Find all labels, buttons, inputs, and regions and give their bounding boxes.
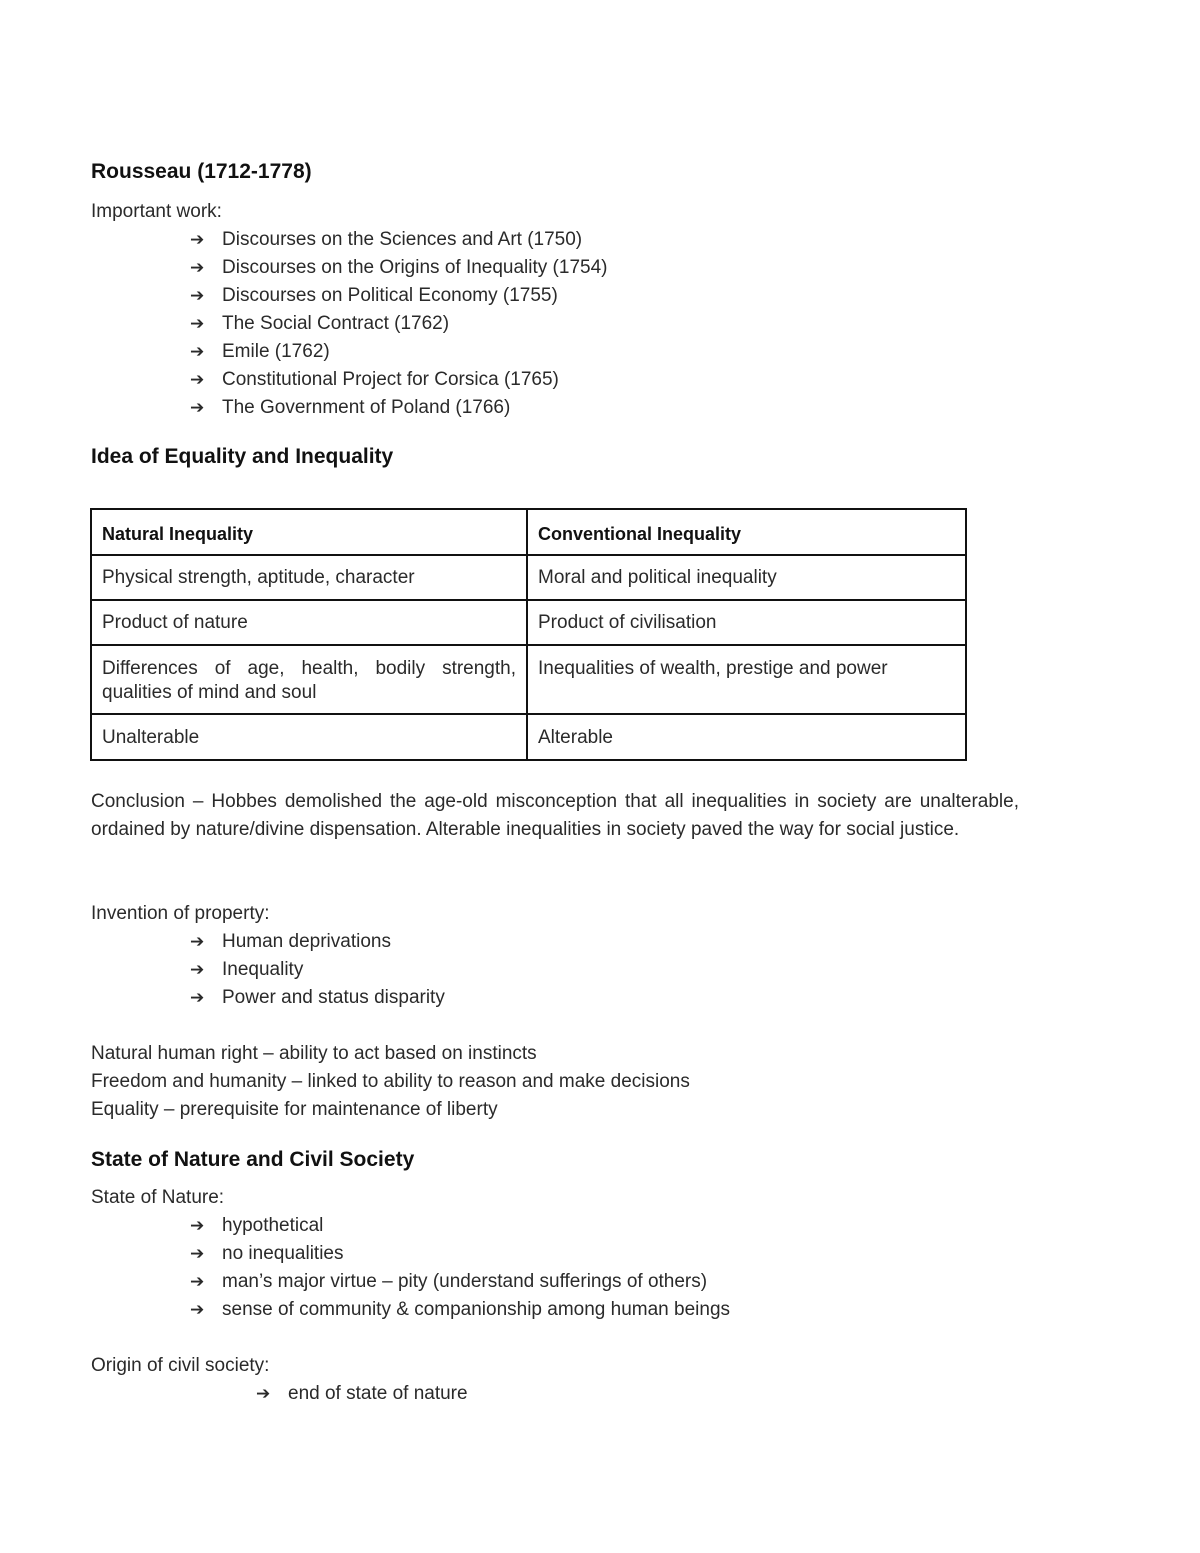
conclusion-paragraph: Conclusion – Hobbes demolished the age-old misconception that all inequalities in society are unalterable, ordained by nature/divine dispensation. Alterable inequalities in society paved the way for social justice.	[91, 791, 1019, 840]
state-of-nature-label: State of Nature:	[91, 1187, 225, 1208]
table-cell: Physical strength, aptitude, character	[91, 555, 527, 600]
arrow-bullet-icon: ➔	[190, 342, 205, 361]
list-item: ➔ Discourses on Political Economy (1755)	[190, 282, 558, 310]
table-cell: Product of civilisation	[527, 600, 966, 645]
list-item: ➔ hypothetical	[190, 1212, 323, 1240]
list-item: ➔ Discourses on the Sciences and Art (1750)	[190, 226, 582, 254]
table-row	[91, 600, 966, 645]
arrow-bullet-icon: ➔	[190, 1244, 205, 1263]
arrow-bullet-icon: ➔	[190, 932, 205, 951]
important-work-label: Important work:	[91, 201, 222, 222]
section-heading-nature: State of Nature and Civil Society	[91, 1148, 415, 1171]
arrow-bullet-icon: ➔	[256, 1384, 271, 1403]
table-row	[91, 645, 966, 714]
section-heading-equality: Idea of Equality and Inequality	[91, 445, 394, 468]
arrow-bullet-icon: ➔	[190, 398, 205, 417]
arrow-bullet-icon: ➔	[190, 286, 205, 305]
list-item: ➔ The Social Contract (1762)	[190, 310, 449, 338]
list-item: ➔ Discourses on the Origins of Inequality (1754)	[190, 254, 607, 282]
text-line: Natural human right – ability to act based on instincts	[91, 1043, 537, 1064]
arrow-bullet-icon: ➔	[190, 1300, 205, 1319]
list-item: ➔ Inequality	[190, 956, 303, 984]
inequality-table	[90, 508, 967, 761]
origin-civil-society-label: Origin of civil society:	[91, 1355, 270, 1376]
list-item: ➔ The Government of Poland (1766)	[190, 394, 510, 422]
table-row	[91, 555, 966, 600]
arrow-bullet-icon: ➔	[190, 960, 205, 979]
property-label: Invention of property:	[91, 903, 270, 924]
list-item: ➔ man’s major virtue – pity (understand sufferings of others)	[190, 1268, 707, 1296]
text-line: Freedom and humanity – linked to ability to reason and make decisions	[91, 1071, 690, 1092]
arrow-bullet-icon: ➔	[190, 258, 205, 277]
arrow-bullet-icon: ➔	[190, 230, 205, 249]
list-item: ➔ Power and status disparity	[190, 984, 445, 1012]
arrow-bullet-icon: ➔	[190, 1216, 205, 1235]
table-row	[91, 714, 966, 760]
table-header-row	[91, 509, 966, 555]
table-header-cell: Natural Inequality	[91, 509, 527, 555]
page-title: Rousseau (1712-1778)	[91, 160, 312, 183]
table-cell: Moral and political inequality	[527, 555, 966, 600]
list-item: ➔ Emile (1762)	[190, 338, 330, 366]
arrow-bullet-icon: ➔	[190, 370, 205, 389]
table-cell: Alterable	[527, 714, 966, 760]
list-item: ➔ Human deprivations	[190, 928, 391, 956]
table-cell: Unalterable	[91, 714, 527, 760]
arrow-bullet-icon: ➔	[190, 1272, 205, 1291]
table-cell: Product of nature	[91, 600, 527, 645]
table-cell: Inequalities of wealth, prestige and power	[527, 645, 966, 714]
list-item: ➔ end of state of nature	[256, 1380, 468, 1408]
text-line: Equality – prerequisite for maintenance of liberty	[91, 1099, 498, 1120]
table-cell: Differences of age, health, bodily strength, qualities of mind and soul	[91, 645, 527, 714]
list-item: ➔ Constitutional Project for Corsica (1765)	[190, 366, 559, 394]
table-header-cell: Conventional Inequality	[527, 509, 966, 555]
list-item: ➔ no inequalities	[190, 1240, 343, 1268]
list-item: ➔ sense of community & companionship among human beings	[190, 1296, 730, 1324]
arrow-bullet-icon: ➔	[190, 988, 205, 1007]
arrow-bullet-icon: ➔	[190, 314, 205, 333]
